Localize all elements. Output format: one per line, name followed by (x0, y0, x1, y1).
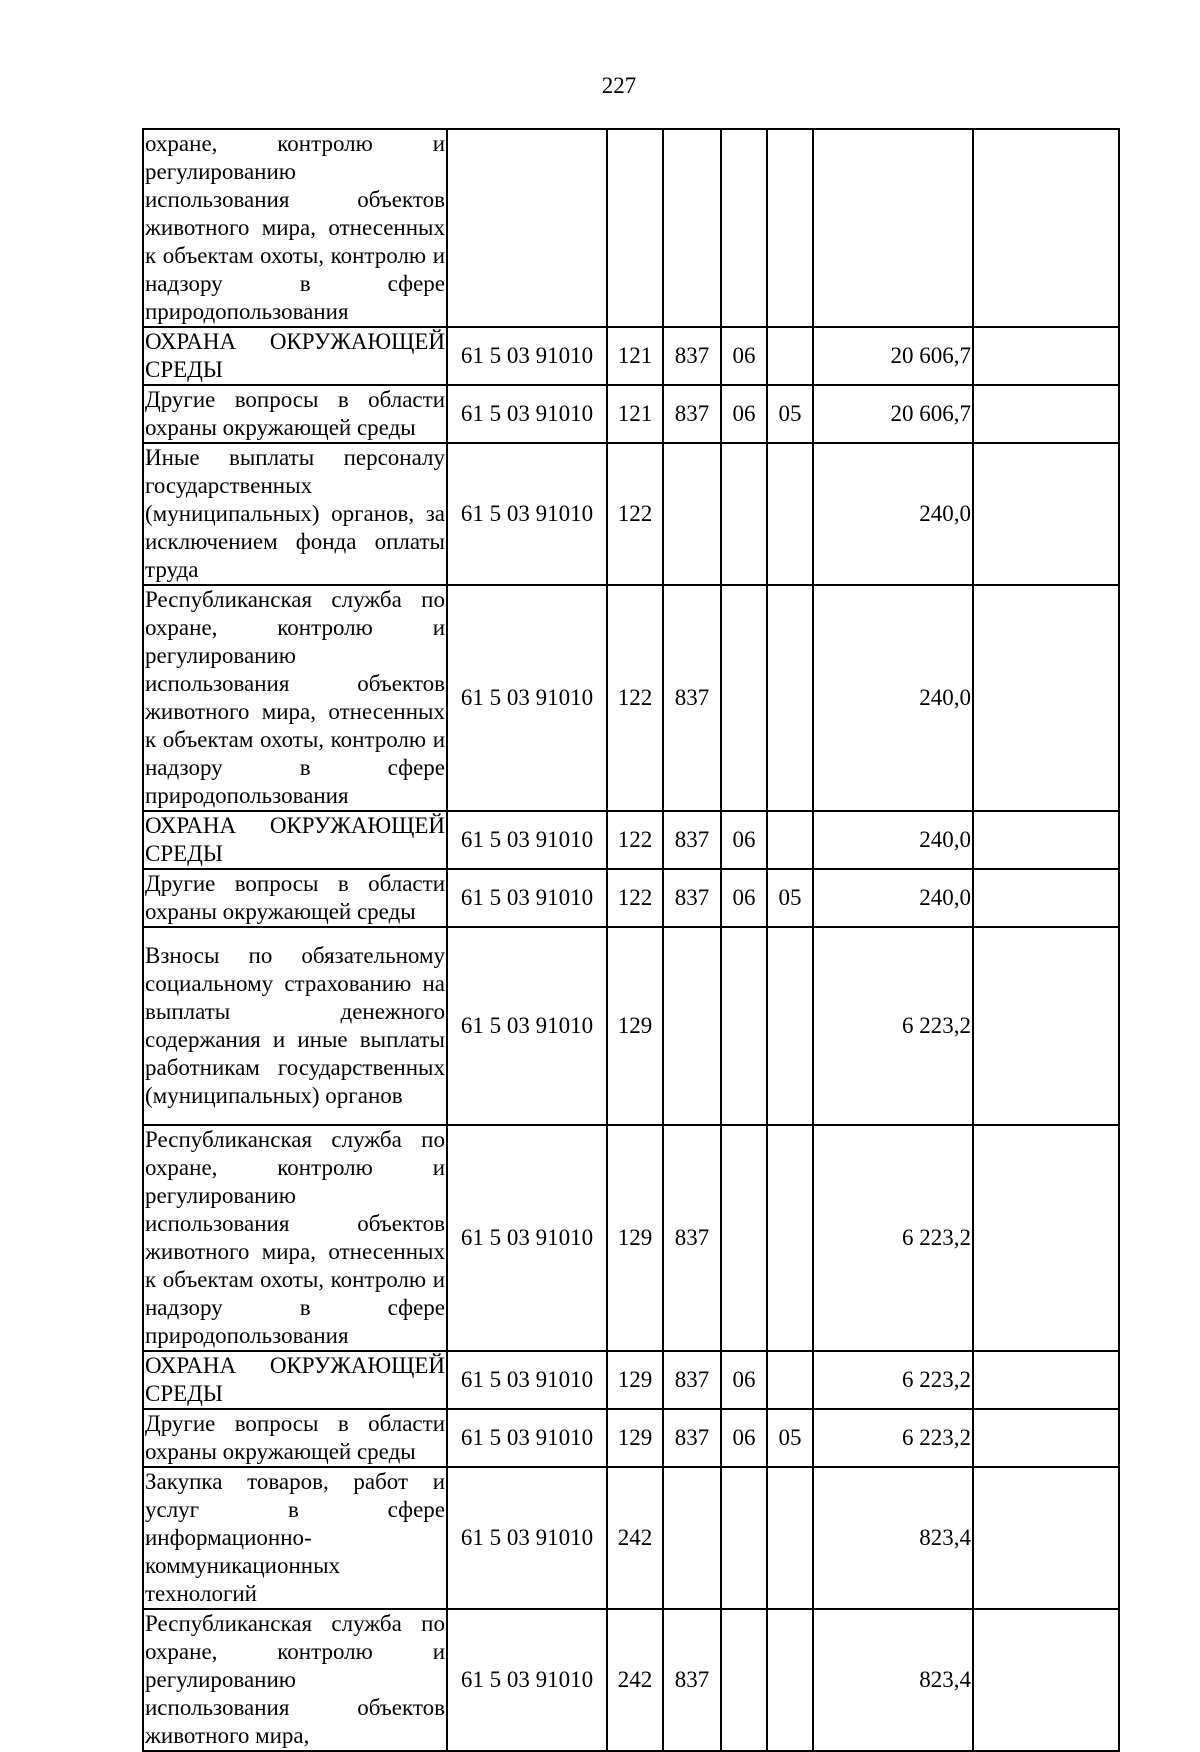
expense-type-code: 122 (607, 811, 663, 869)
ministry-code: 837 (663, 1125, 721, 1351)
subsection-code: 05 (767, 869, 813, 927)
row-description: Другие вопросы в области охраны окружающей среды (143, 1409, 447, 1467)
amount-cell (813, 129, 973, 327)
table-body (143, 129, 1119, 1751)
expense-type-code: 122 (607, 585, 663, 811)
ministry-code (663, 443, 721, 585)
table-row (143, 869, 1119, 927)
table-row (143, 1351, 1119, 1409)
subsection-code: 05 (767, 385, 813, 443)
section-code (721, 1609, 767, 1751)
extra-cell (973, 1125, 1119, 1351)
target-article-code: 61 5 03 91010 (447, 869, 607, 927)
section-code: 06 (721, 1351, 767, 1409)
table-row (143, 1409, 1119, 1467)
expense-type-code: 121 (607, 385, 663, 443)
expense-type-code: 242 (607, 1467, 663, 1609)
section-code: 06 (721, 869, 767, 927)
expense-type-code: 121 (607, 327, 663, 385)
row-description: ОХРАНА ОКРУЖАЮЩЕЙ СРЕДЫ (143, 1351, 447, 1409)
section-code: 06 (721, 327, 767, 385)
expense-type-code: 122 (607, 443, 663, 585)
expense-type-code: 122 (607, 869, 663, 927)
ministry-code (663, 129, 721, 327)
subsection-code (767, 1467, 813, 1609)
expense-type-code: 129 (607, 1351, 663, 1409)
amount-cell: 20 606,7 (813, 327, 973, 385)
section-code (721, 1125, 767, 1351)
table-row (143, 327, 1119, 385)
expense-type-code: 129 (607, 1125, 663, 1351)
amount-cell: 823,4 (813, 1609, 973, 1751)
subsection-code (767, 927, 813, 1125)
section-code: 06 (721, 385, 767, 443)
row-description: Иные выплаты персоналу государственных (муниципальных) органов, за исключением фонда оплаты труда (143, 443, 447, 585)
ministry-code: 837 (663, 1351, 721, 1409)
table-row (143, 927, 1119, 1125)
amount-cell: 240,0 (813, 443, 973, 585)
target-article-code: 61 5 03 91010 (447, 1409, 607, 1467)
table-row (143, 1609, 1119, 1751)
row-description: ОХРАНА ОКРУЖАЮЩЕЙ СРЕДЫ (143, 811, 447, 869)
section-code (721, 585, 767, 811)
subsection-code (767, 811, 813, 869)
ministry-code: 837 (663, 869, 721, 927)
extra-cell (973, 927, 1119, 1125)
section-code: 06 (721, 1409, 767, 1467)
table-row (143, 1125, 1119, 1351)
table-row (143, 811, 1119, 869)
extra-cell (973, 327, 1119, 385)
subsection-code: 05 (767, 1409, 813, 1467)
target-article-code: 61 5 03 91010 (447, 385, 607, 443)
extra-cell (973, 585, 1119, 811)
row-description: охране, контролю и регулированию использования объектов животного мира, отнесенных к объектам охоты, контролю и надзору в сфере природопользования (143, 129, 447, 327)
row-description: Другие вопросы в области охраны окружающей среды (143, 385, 447, 443)
subsection-code (767, 129, 813, 327)
extra-cell (973, 385, 1119, 443)
target-article-code: 61 5 03 91010 (447, 1467, 607, 1609)
amount-cell: 20 606,7 (813, 385, 973, 443)
row-description: Другие вопросы в области охраны окружающей среды (143, 869, 447, 927)
target-article-code: 61 5 03 91010 (447, 927, 607, 1125)
ministry-code: 837 (663, 811, 721, 869)
extra-cell (973, 1351, 1119, 1409)
amount-cell: 6 223,2 (813, 1125, 973, 1351)
subsection-code (767, 1609, 813, 1751)
row-description: Закупка товаров, работ и услуг в сфере информационно-коммуникационных технологий (143, 1467, 447, 1609)
section-code (721, 129, 767, 327)
target-article-code: 61 5 03 91010 (447, 327, 607, 385)
table-row (143, 585, 1119, 811)
section-code (721, 1467, 767, 1609)
target-article-code: 61 5 03 91010 (447, 585, 607, 811)
ministry-code: 837 (663, 327, 721, 385)
page-number: 227 (601, 73, 637, 98)
extra-cell (973, 1467, 1119, 1609)
table-row (143, 443, 1119, 585)
section-code: 06 (721, 811, 767, 869)
row-description: Республиканская служба по охране, контролю и регулированию использования объектов животного мира, отнесенных к объектам охоты, контролю и надзору в сфере природопользования (143, 1125, 447, 1351)
ministry-code: 837 (663, 385, 721, 443)
amount-cell: 6 223,2 (813, 1351, 973, 1409)
subsection-code (767, 443, 813, 585)
row-description: Республиканская служба по охране, контролю и регулированию использования объектов животного мира, (143, 1609, 447, 1751)
table-row (143, 1467, 1119, 1609)
target-article-code: 61 5 03 91010 (447, 1351, 607, 1409)
row-description: ОХРАНА ОКРУЖАЮЩЕЙ СРЕДЫ (143, 327, 447, 385)
target-article-code: 61 5 03 91010 (447, 443, 607, 585)
expense-type-code: 129 (607, 1409, 663, 1467)
target-article-code (447, 129, 607, 327)
section-code (721, 927, 767, 1125)
extra-cell (973, 1609, 1119, 1751)
row-description: Республиканская служба по охране, контролю и регулированию использования объектов животного мира, отнесенных к объектам охоты, контролю и надзору в сфере природопользования (143, 585, 447, 811)
ministry-code: 837 (663, 1409, 721, 1467)
table-row (143, 385, 1119, 443)
expense-type-code (607, 129, 663, 327)
budget-table (142, 128, 1120, 1752)
amount-cell: 823,4 (813, 1467, 973, 1609)
table-row (143, 129, 1119, 327)
extra-cell (973, 443, 1119, 585)
ministry-code: 837 (663, 585, 721, 811)
ministry-code: 837 (663, 1609, 721, 1751)
amount-cell: 6 223,2 (813, 1409, 973, 1467)
extra-cell (973, 869, 1119, 927)
expense-type-code: 242 (607, 1609, 663, 1751)
target-article-code: 61 5 03 91010 (447, 1125, 607, 1351)
ministry-code (663, 1467, 721, 1609)
row-description: Взносы по обязательному социальному страхованию на выплаты денежного содержания и иные выплаты работникам государственных (муниципальных) органов (143, 927, 447, 1125)
expense-type-code: 129 (607, 927, 663, 1125)
extra-cell (973, 1409, 1119, 1467)
amount-cell: 240,0 (813, 811, 973, 869)
subsection-code (767, 585, 813, 811)
extra-cell (973, 129, 1119, 327)
section-code (721, 443, 767, 585)
subsection-code (767, 327, 813, 385)
subsection-code (767, 1125, 813, 1351)
subsection-code (767, 1351, 813, 1409)
target-article-code: 61 5 03 91010 (447, 811, 607, 869)
ministry-code (663, 927, 721, 1125)
target-article-code: 61 5 03 91010 (447, 1609, 607, 1751)
extra-cell (973, 811, 1119, 869)
amount-cell: 240,0 (813, 869, 973, 927)
amount-cell: 240,0 (813, 585, 973, 811)
amount-cell: 6 223,2 (813, 927, 973, 1125)
